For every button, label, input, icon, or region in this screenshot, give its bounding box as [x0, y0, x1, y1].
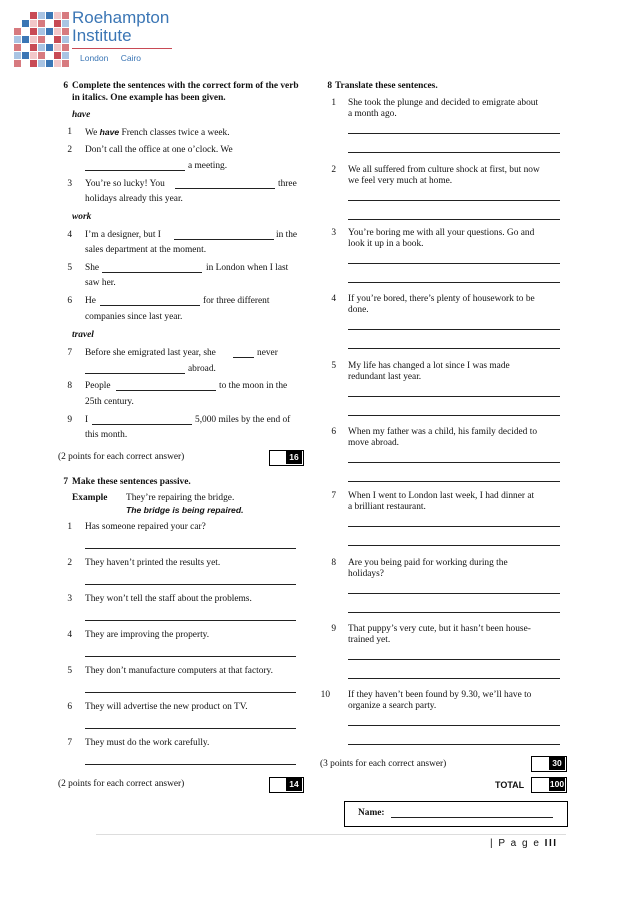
answer-line[interactable]: [348, 462, 560, 463]
answer-line[interactable]: [348, 545, 560, 546]
verb-work: work: [72, 212, 92, 222]
answer-line[interactable]: [175, 188, 275, 189]
translate-item-2: We all suffered from culture shock at first, but now: [348, 165, 540, 175]
answer-line[interactable]: [102, 272, 202, 273]
translate-item-1: She took the plunge and decided to emigrate about: [348, 98, 539, 108]
answer-line[interactable]: [348, 348, 560, 349]
answer-line[interactable]: [348, 593, 560, 594]
verb-have: have: [72, 110, 91, 120]
answer-line[interactable]: [174, 239, 274, 240]
passive-item-4: They are improving the property.: [85, 630, 210, 640]
answer-line[interactable]: [85, 692, 296, 693]
logo-mosaic: [14, 12, 70, 68]
points-note: (3 points for each correct answer): [320, 759, 447, 769]
answer-line[interactable]: [348, 152, 560, 153]
translate-item-8: Are you being paid for working during the: [348, 558, 508, 568]
points-note: (2 points for each correct answer): [58, 779, 185, 789]
answer-line[interactable]: [348, 725, 560, 726]
answer-line[interactable]: [85, 764, 296, 765]
points-note: (2 points for each correct answer): [58, 452, 185, 462]
page-number: | P a g e III: [490, 838, 558, 849]
translate-item-4: If you’re bored, there’s plenty of housework to be: [348, 294, 535, 304]
translate-item-3: You’re boring me with all your questions. Go and: [348, 228, 535, 238]
answer-line[interactable]: [85, 728, 296, 729]
passive-item-5: They don’t manufacture computers at that factory.: [85, 666, 273, 676]
passive-item-1: Has someone repaired your car?: [85, 522, 206, 532]
score-value-6: 16: [286, 450, 302, 464]
answer-line[interactable]: [100, 305, 200, 306]
translate-item-5: My life has changed a lot since I was made: [348, 361, 510, 371]
exercise-6-title: Complete the sentences with the correct form of the verb in italics. One example has been given.: [72, 81, 299, 103]
exercise-7-title: Make these sentences passive.: [72, 477, 191, 487]
answer-line[interactable]: [116, 390, 216, 391]
institute-cities: London Cairo: [80, 53, 142, 63]
answer-line[interactable]: [348, 263, 560, 264]
name-field[interactable]: [391, 817, 553, 818]
passive-item-2: They haven’t printed the results yet.: [85, 558, 221, 568]
footer-divider: [96, 834, 566, 835]
name-label: Name:: [358, 808, 385, 818]
example-sentence: We have French classes twice a week.: [85, 127, 230, 138]
exercise-8-title: Translate these sentences.: [335, 81, 438, 91]
passive-item-6: They will advertise the new product on TV.: [85, 702, 248, 712]
answer-line[interactable]: [348, 659, 560, 660]
translate-item-10: If they haven’t been found by 9.30, we’ll have to: [348, 690, 532, 700]
answer-line[interactable]: [348, 481, 560, 482]
answer-line[interactable]: [92, 424, 192, 425]
institute-name: Roehampton Institute: [72, 8, 170, 45]
answer-line[interactable]: [348, 744, 560, 745]
answer-line[interactable]: [348, 133, 560, 134]
answer-line[interactable]: [348, 396, 560, 397]
answer-line[interactable]: [233, 357, 254, 358]
answer-line[interactable]: [348, 200, 560, 201]
verb-travel: travel: [72, 330, 94, 340]
answer-line[interactable]: [85, 656, 296, 657]
answer-line[interactable]: [85, 548, 296, 549]
example-answer: The bridge is being repaired.: [126, 505, 244, 515]
passive-item-3: They won’t tell the staff about the problems.: [85, 594, 252, 604]
answer-line[interactable]: [85, 620, 296, 621]
answer-line[interactable]: [348, 329, 560, 330]
translate-item-9: That puppy’s very cute, but it hasn’t been house-: [348, 624, 531, 634]
total-label: TOTAL: [495, 780, 525, 790]
answer-line[interactable]: [348, 526, 560, 527]
translate-item-6: When my father was a child, his family decided to: [348, 427, 538, 437]
answer-line[interactable]: [348, 219, 560, 220]
answer-line[interactable]: [85, 170, 185, 171]
example-text: They’re repairing the bridge.: [126, 493, 235, 503]
answer-line[interactable]: [348, 282, 560, 283]
answer-line[interactable]: [348, 415, 560, 416]
answer-line[interactable]: [348, 678, 560, 679]
name-box: [344, 801, 568, 827]
answer-line[interactable]: [348, 612, 560, 613]
logo-divider: [72, 48, 172, 49]
answer-line[interactable]: [85, 584, 296, 585]
answer-line[interactable]: [85, 373, 185, 374]
score-value-8: 30: [549, 756, 565, 770]
passive-item-7: They must do the work carefully.: [85, 738, 210, 748]
total-score: 100: [549, 779, 565, 789]
translate-item-7: When I went to London last week, I had dinner at: [348, 491, 535, 501]
score-value-7: 14: [286, 777, 302, 791]
example-label: Example: [72, 493, 108, 503]
